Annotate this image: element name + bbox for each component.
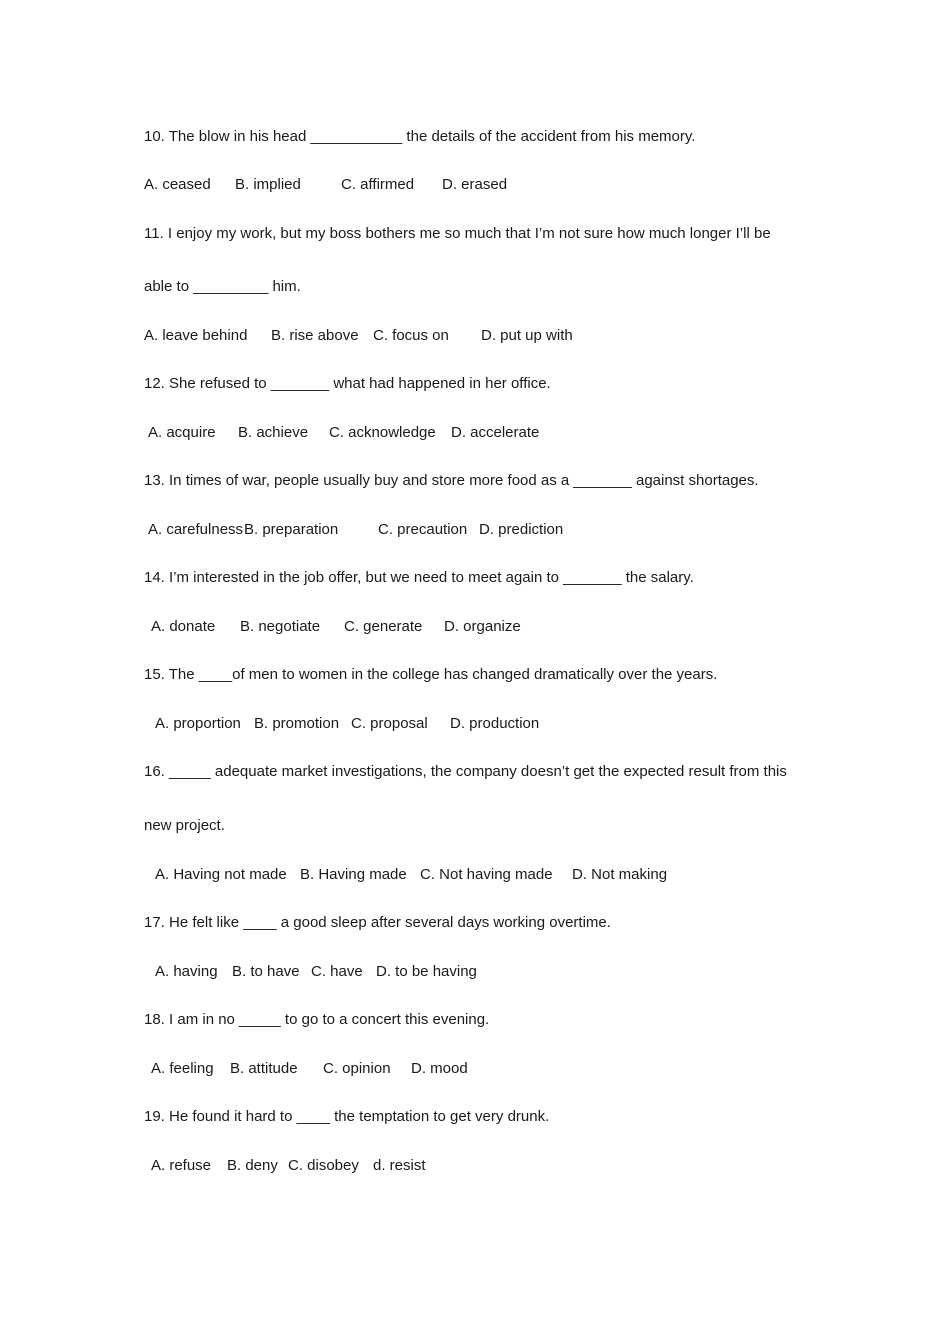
option-d: D. accelerate <box>451 424 540 441</box>
option-c: C. focus on <box>373 327 449 344</box>
option-b: B. negotiate <box>240 618 321 635</box>
question-19-text: 19. He found it hard to ____ the temptation to get very drunk. <box>144 1108 550 1125</box>
option-a: A. refuse <box>151 1157 212 1174</box>
option-b: B. Having made <box>300 866 407 883</box>
option-a: A. proportion <box>155 715 241 732</box>
question-11-text-cont: able to _________ him. <box>144 278 301 295</box>
option-d: D. production <box>450 715 540 732</box>
option-b: B. deny <box>227 1157 278 1174</box>
question-11-text: 11. I enjoy my work, but my boss bothers me so much that I’m not sure how much longer I’ll be <box>144 225 771 242</box>
option-c: C. Not having made <box>420 866 553 883</box>
question-15-text: 15. The ____of men to women in the college has changed dramatically over the years. <box>144 666 718 683</box>
question-16-text: 16. _____ adequate market investigations, the company doesn’t get the expected result from this <box>144 763 787 780</box>
question-16-text-cont: new project. <box>144 817 225 834</box>
option-a: A. acquire <box>148 424 216 441</box>
option-d: d. resist <box>373 1157 426 1174</box>
option-b: B. rise above <box>271 327 359 344</box>
option-a: A. carefulness <box>148 521 244 538</box>
option-d: D. mood <box>411 1060 468 1077</box>
option-a: A. ceased <box>144 176 211 193</box>
option-c: C. opinion <box>323 1060 391 1077</box>
question-17-text: 17. He felt like ____ a good sleep after several days working overtime. <box>144 914 611 931</box>
option-b: B. promotion <box>254 715 340 732</box>
option-b: B. implied <box>235 176 301 193</box>
question-13-text: 13. In times of war, people usually buy and store more food as a _______ against shortages. <box>144 472 759 489</box>
option-b: B. achieve <box>238 424 309 441</box>
question-19-options <box>151 1156 426 1276</box>
option-c: C. disobey <box>288 1157 359 1174</box>
option-d: D. erased <box>442 176 508 193</box>
option-c: C. generate <box>344 618 423 635</box>
option-c: C. have <box>311 963 363 980</box>
option-a: A. leave behind <box>144 327 248 344</box>
option-b: B. to have <box>232 963 300 980</box>
question-14-text: 14. I’m interested in the job offer, but we need to meet again to _______ the salary. <box>144 569 694 586</box>
option-a: A. feeling <box>151 1060 214 1077</box>
option-c: C. affirmed <box>341 176 415 193</box>
option-d: D. prediction <box>479 521 564 538</box>
question-18-text: 18. I am in no _____ to go to a concert this evening. <box>144 1011 490 1028</box>
option-c: C. precaution <box>378 521 468 538</box>
option-d: D. put up with <box>481 327 573 344</box>
option-b: B. preparation <box>244 521 339 538</box>
option-d: D. Not making <box>572 866 668 883</box>
option-a: A. Having not made <box>155 866 287 883</box>
option-a: A. having <box>155 963 218 980</box>
option-c: C. acknowledge <box>329 424 436 441</box>
option-a: A. donate <box>151 618 216 635</box>
option-d: D. to be having <box>376 963 477 980</box>
option-c: C. proposal <box>351 715 428 732</box>
question-12-text: 12. She refused to _______ what had happened in her office. <box>144 375 551 392</box>
option-d: D. organize <box>444 618 521 635</box>
option-b: B. attitude <box>230 1060 298 1077</box>
question-10-text: 10. The blow in his head ___________ the details of the accident from his memory. <box>144 128 696 145</box>
